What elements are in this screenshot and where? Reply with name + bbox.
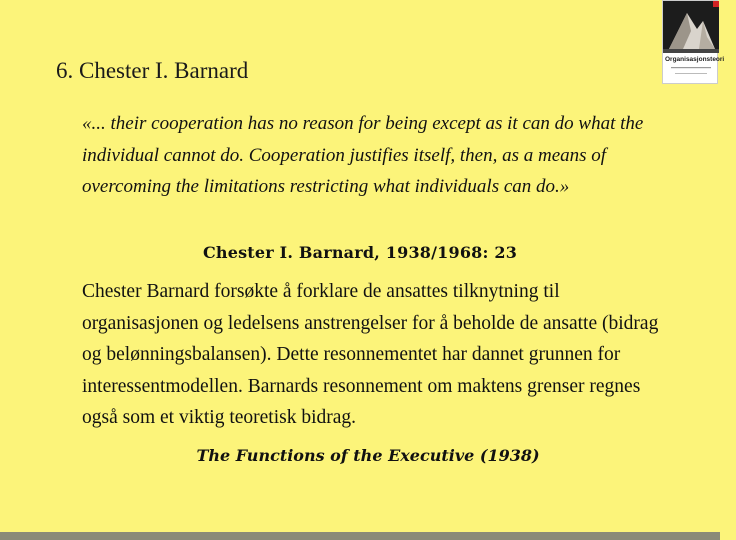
quote-citation: Chester I. Barnard, 1938/1968: 23 <box>202 243 518 262</box>
book-cover-image <box>662 0 725 84</box>
cover-mountain-illustration <box>663 1 725 85</box>
body-paragraph: Chester Barnard forsøkte å forklare de ansattes tilknytning til organisasjonen og ledelsens anstrengelser for å beholde de ansatte (bidrag og belønningsbalansen). Dette resonnementet har dannet grunnen for interessentmodellen. Barnards resonnement om maktens grenser regnes også som et viktig teoretisk bidrag. <box>82 281 659 428</box>
bottom-bar <box>0 532 720 540</box>
barnard-quote: «... their cooperation has no reason for being except as it can do what the individual cannot do. Cooperation justifies itself, then, as a means of overcoming the limitations restricting what individuals can do.» <box>82 113 644 197</box>
cover-title-text: Organisasjonsteori <box>665 56 725 63</box>
book-title: The Functions of the Executive (1938) <box>196 446 540 465</box>
cover-red-mark <box>713 1 719 7</box>
slide-title: 6. Chester I. Barnard <box>56 58 249 83</box>
